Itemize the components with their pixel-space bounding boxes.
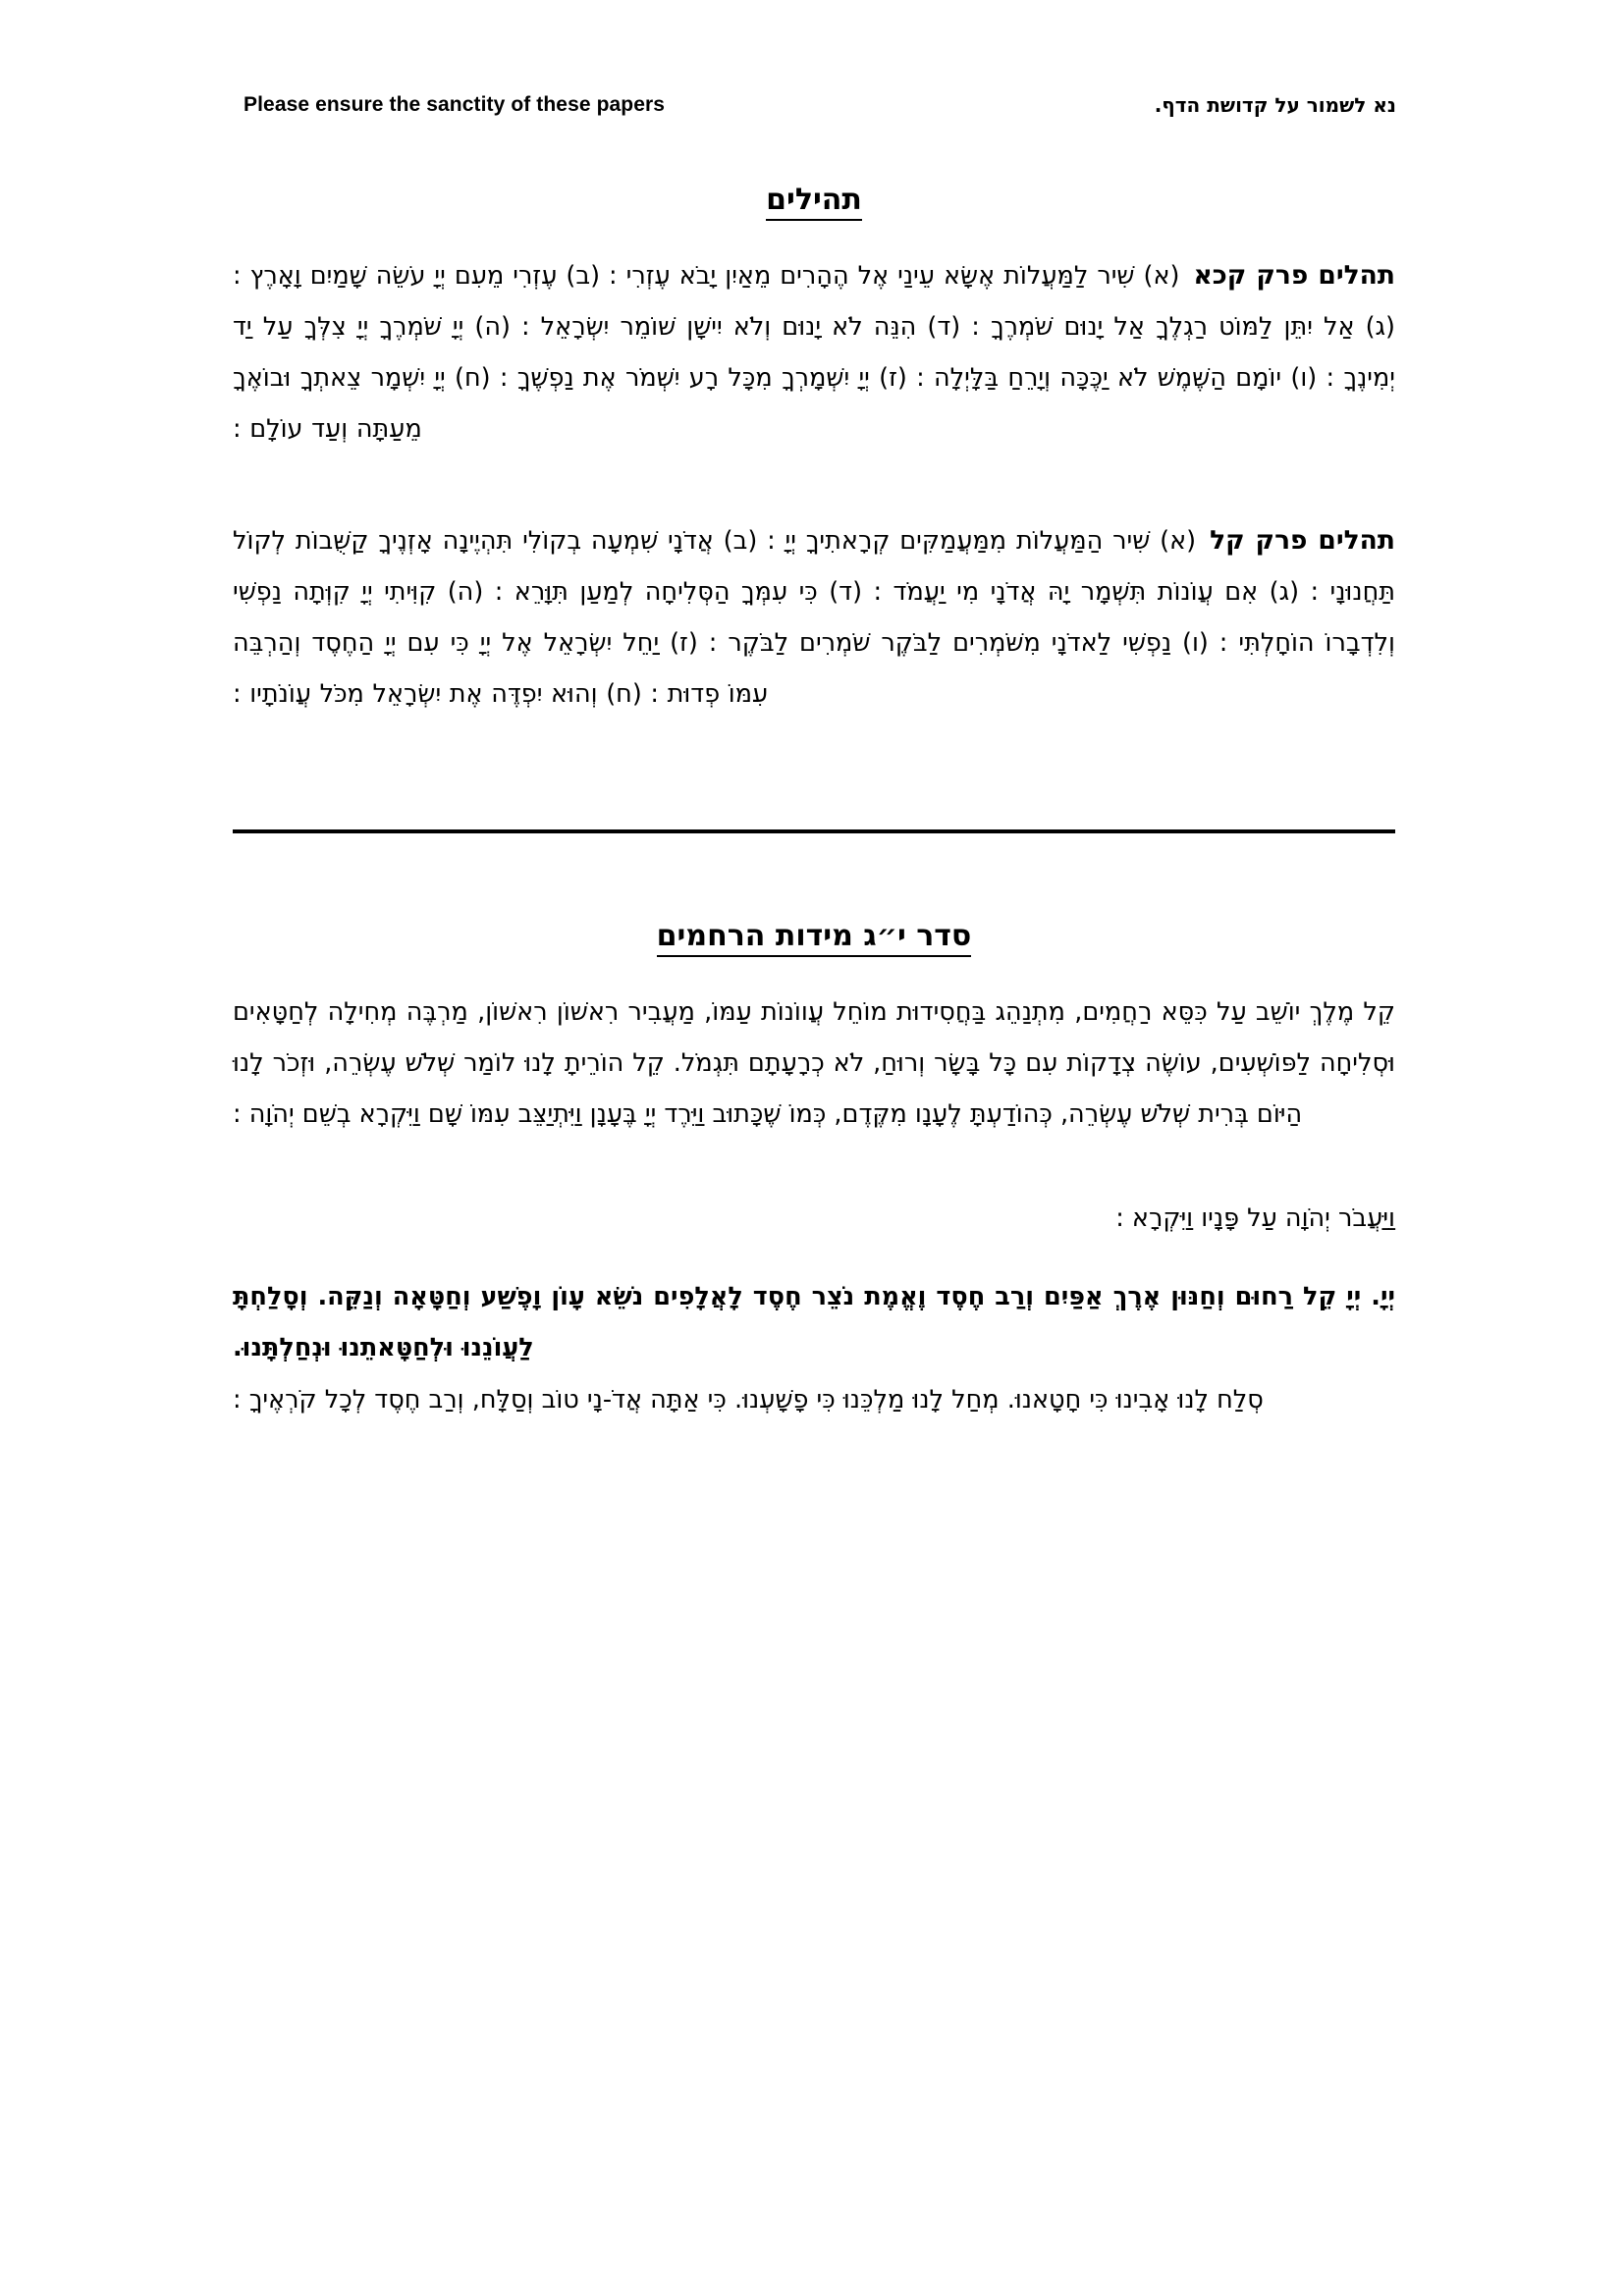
header-english-notice: Please ensure the sanctity of these papers — [244, 93, 666, 116]
psalm-121-heading: תהלים פרק קכא — [1193, 260, 1395, 291]
section-title-tehillim — [233, 182, 1395, 219]
header-hebrew-notice: נא לשמור על קדושת הדף. — [1154, 93, 1396, 117]
paragraph-slach-lanu-text: סְלַח לָנוּ אָבִינוּ כִּי חָטָאנוּ. מְחַל לָנוּ מַלְכֵּנוּ כִּי פָשָׁעְנוּ. כִּי אַתָּה אֲדֹ-נָי טוֹב וְסַלָּח, וְרַב חֶסֶד לְכָל קֹרְאֶיךָ : — [233, 1385, 1264, 1415]
psalm-130-heading: תהלים פרק קל — [1210, 525, 1395, 556]
paragraph-vayaavor — [233, 1193, 1395, 1244]
psalm-130-body: (א) שִׁיר הַמַּעֲלוֹת מִמַּעֲמַקִּים קְרָאתִיךָ יְיָ : (ב) אֲדֹנָי שִׁמְעָה בְקוֹלִי תִּהְיֶינָה אָזְנֶיךָ קַשֻּׁבוֹת לְקוֹל תַּחֲנוּנָי : (ג) אִם עֲוֹנוֹת תִּשְׁמָר יָהּ אֲדֹנָי מִי יַעֲמֹד : (ד) כִּי עִמְּךָ הַסְּלִיחָה לְמַעַן תִּוָּרֵא : (ה) קִוִּיתִי יְיָ קִוְּתָה נַפְשִׁי וְלִדְבָרוֹ הוֹחָלְתִּי : (ו) נַפְשִׁי לַאדֹנָי מִשֹּׁמְרִים לַבֹּקֶר שֹׁמְרִים לַבֹּקֶר : (ז) יַחֵל יִשְׂרָאֵל אֶל יְיָ כִּי עִם יְיָ הַחֶסֶד וְהַרְבֵּה עִמּוֹ פְדוּת : (ח) וְהוּא יִפְדֶּה אֶת יִשְׂרָאֵל מִכֹּל עֲוֹנֹתָיו : — [233, 526, 1395, 709]
paragraph-kel-melech — [233, 987, 1395, 1140]
paragraph-thirteen-attributes — [233, 1271, 1395, 1373]
section-title-tehillim-text: תהילים — [766, 183, 862, 221]
section-title-middos — [233, 918, 1395, 955]
paragraph-thirteen-attributes-text: יְיָ. יְיָ קֵל רַחוּם וְחַנּוּן אֶרֶךְ אַפַּיִם וְרַב חֶסֶד וֶאֱמֶת נֹצֵר חֶסֶד לָאֲלָפִים נֹשֵׂא עָוֹן וָפֶשַׁע וְחַטָּאָה וְנַקֵּה. וְסָלַחְתָּ לַעֲוֹנֵנוּ וּלְחַטָּאתֵנוּ וּנְחַלְתָּנוּ. — [233, 1282, 1395, 1362]
psalm-121-block — [233, 250, 1395, 454]
psalm-130-block — [233, 515, 1395, 720]
section-divider — [233, 829, 1395, 833]
paragraph-slach-lanu — [233, 1374, 1395, 1425]
page-header — [244, 93, 1396, 127]
paragraph-vayaavor-text: וַיַּעֲבֹר יְהֹוָה עַל פָּנָיו וַיִּקְרָא : — [1115, 1203, 1395, 1233]
psalm-121-body: (א) שִׁיר לַמַּעֲלוֹת אֶשָּׂא עֵינַי אֶל הֶהָרִים מֵאַיִן יָבֹא עֶזְרִי : (ב) עֶזְרִי מֵעִם יְיָ עֹשֵׂה שָׁמַיִם וָאָרֶץ : (ג) אַל יִתֵּן לַמּוֹט רַגְלֶךָ אַל יָנוּם שֹׁמְרֶךָ : (ד) הִנֵּה לֹא יָנוּם וְלֹא יִישָׁן שׁוֹמֵר יִשְׂרָאֵל : (ה) יְיָ שֹׁמְרֶךָ יְיָ צִלְּךָ עַל יַד יְמִינֶךָ : (ו) יוֹמָם הַשֶּׁמֶשׁ לֹא יַכֶּכָּה וְיָרֵחַ בַּלָּיְלָה : (ז) יְיָ יִשְׁמָרְךָ מִכָּל רָע יִשְׁמֹר אֶת נַפְשֶׁךָ : (ח) יְיָ יִשְׁמָר צֵאתְךָ וּבוֹאֶךָ מֵעַתָּה וְעַד עוֹלָם : — [233, 261, 1395, 444]
section-title-middos-text: סדר י״ג מידות הרחמים — [657, 919, 972, 957]
paragraph-kel-melech-text: קֵל מֶלֶךְ יוֹשֵׁב עַל כִּסֵּא רַחֲמִים, מִתְנַהֵג בַּחֲסִידוּת מוֹחֵל עֲווֹנוֹת עַמּוֹ, מַעֲבִיר רִאשׁוֹן רִאשׁוֹן, מַרְבֶּה מְחִילָה לְחַטָּאִים וּסְלִיחָה לַפּוֹשְׁעִים, עוֹשֶׂה צְדָקוֹת עִם כָּל בָּשָׂר וְרוּחַ, לֹא כְרָעָתָם תִּגְמֹל. קֵל הוֹרֵיתָ לָנוּ לוֹמַר שְׁלֹשׁ עֶשְׂרֵה, וּזְכֹר לָנוּ הַיּוֹם בְּרִית שְׁלֹשׁ עֶשְׂרֵה, כְּהוֹדַעְתָּ לֶעָנָו מִקֶּדֶם, כְּמוֹ שֶׁכָּתוּב וַיֵּרֶד יְיָ בֶּעָנָן וַיִּתְיַצֵּב עִמּוֹ שָׁם וַיִּקְרָא בְשֵׁם יְהֹוָה : — [233, 997, 1395, 1129]
